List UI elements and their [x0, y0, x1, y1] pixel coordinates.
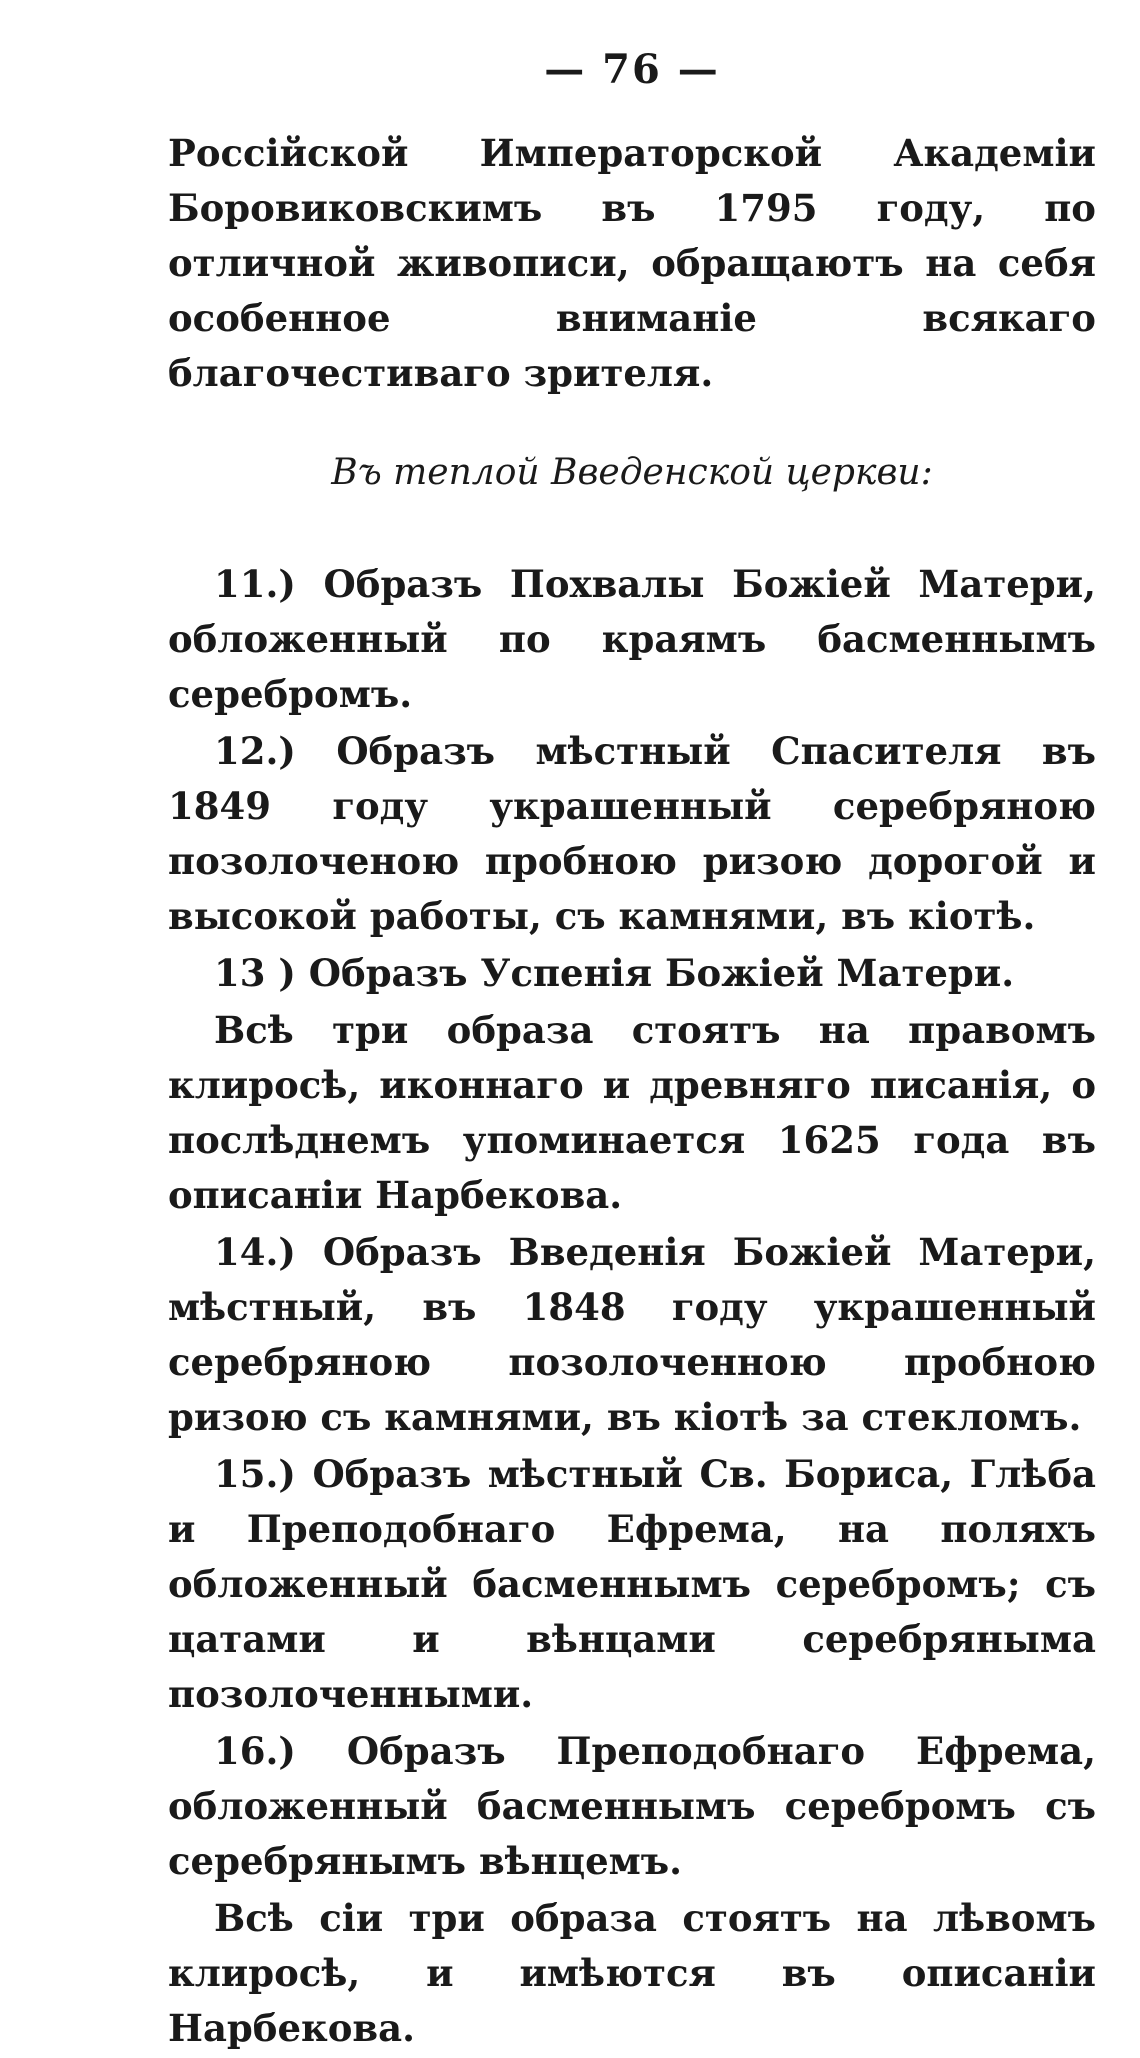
item-text: Образъ Введенія Божіей Матери, мѣстный, въ 1848 году украшенный серебряною позолоченною пробною ризою съ камнями, въ кіотѣ за стекломъ.	[168, 1230, 1096, 1439]
items-list-2	[168, 1225, 1096, 1889]
list-item	[168, 1447, 1096, 1722]
document-page	[168, 40, 1096, 2058]
list-item	[168, 946, 1096, 1001]
item-number: 11.)	[214, 562, 296, 606]
item-text: Образъ мѣстный Спасителя въ 1849 году украшенный серебряною позолоченою пробною ризою дорогой и высокой работы, съ камнями, въ кіотѣ.	[168, 729, 1096, 938]
item-text: Образъ Похвалы Божіей Матери, обложенный по краямъ басменнымъ серебромъ.	[168, 562, 1096, 716]
item-text: Образъ мѣстный Св. Бориса, Глѣба и Преподобнаго Ефрема, на поляхъ обложенный басменнымъ серебромъ; съ цатами и вѣнцами серебряныма позолоченными.	[168, 1452, 1096, 1716]
item-number: 13 )	[214, 951, 296, 995]
note-paragraph-1: Всѣ три образа стоятъ на правомъ клиросѣ, иконнаго и древняго писанія, о послѣднемъ упоминается 1625 года въ описаніи Нарбекова.	[168, 1008, 1096, 1217]
note-paragraph-2: Всѣ сіи три образа стоятъ на лѣвомъ клиросѣ, и имѣются въ описаніи Нарбекова.	[168, 1896, 1096, 2050]
item-text: Образъ Успенія Божіей Матери.	[308, 951, 1015, 995]
list-item	[168, 557, 1096, 722]
item-number: 15.)	[214, 1452, 296, 1496]
list-item	[168, 1724, 1096, 1889]
item-text: Образъ Преподобнаго Ефрема, обложенный басменнымъ серебромъ съ серебрянымъ вѣнцемъ.	[168, 1729, 1096, 1883]
item-number: 16.)	[214, 1729, 296, 1773]
item-number: 12.)	[214, 729, 296, 773]
page-number: — 76 —	[544, 46, 720, 93]
list-item	[168, 1225, 1096, 1445]
section-title: Въ теплой Введенской церкви:	[331, 452, 933, 493]
list-item	[168, 724, 1096, 944]
intro-paragraph: Россійской Императорской Академіи Боровиковскимъ въ 1795 году, по отличной живописи, обращаютъ на себя особенное вниманіе всякаго благочестиваго зрителя.	[168, 131, 1096, 395]
items-list-1	[168, 557, 1096, 1001]
item-number: 14.)	[214, 1230, 296, 1274]
